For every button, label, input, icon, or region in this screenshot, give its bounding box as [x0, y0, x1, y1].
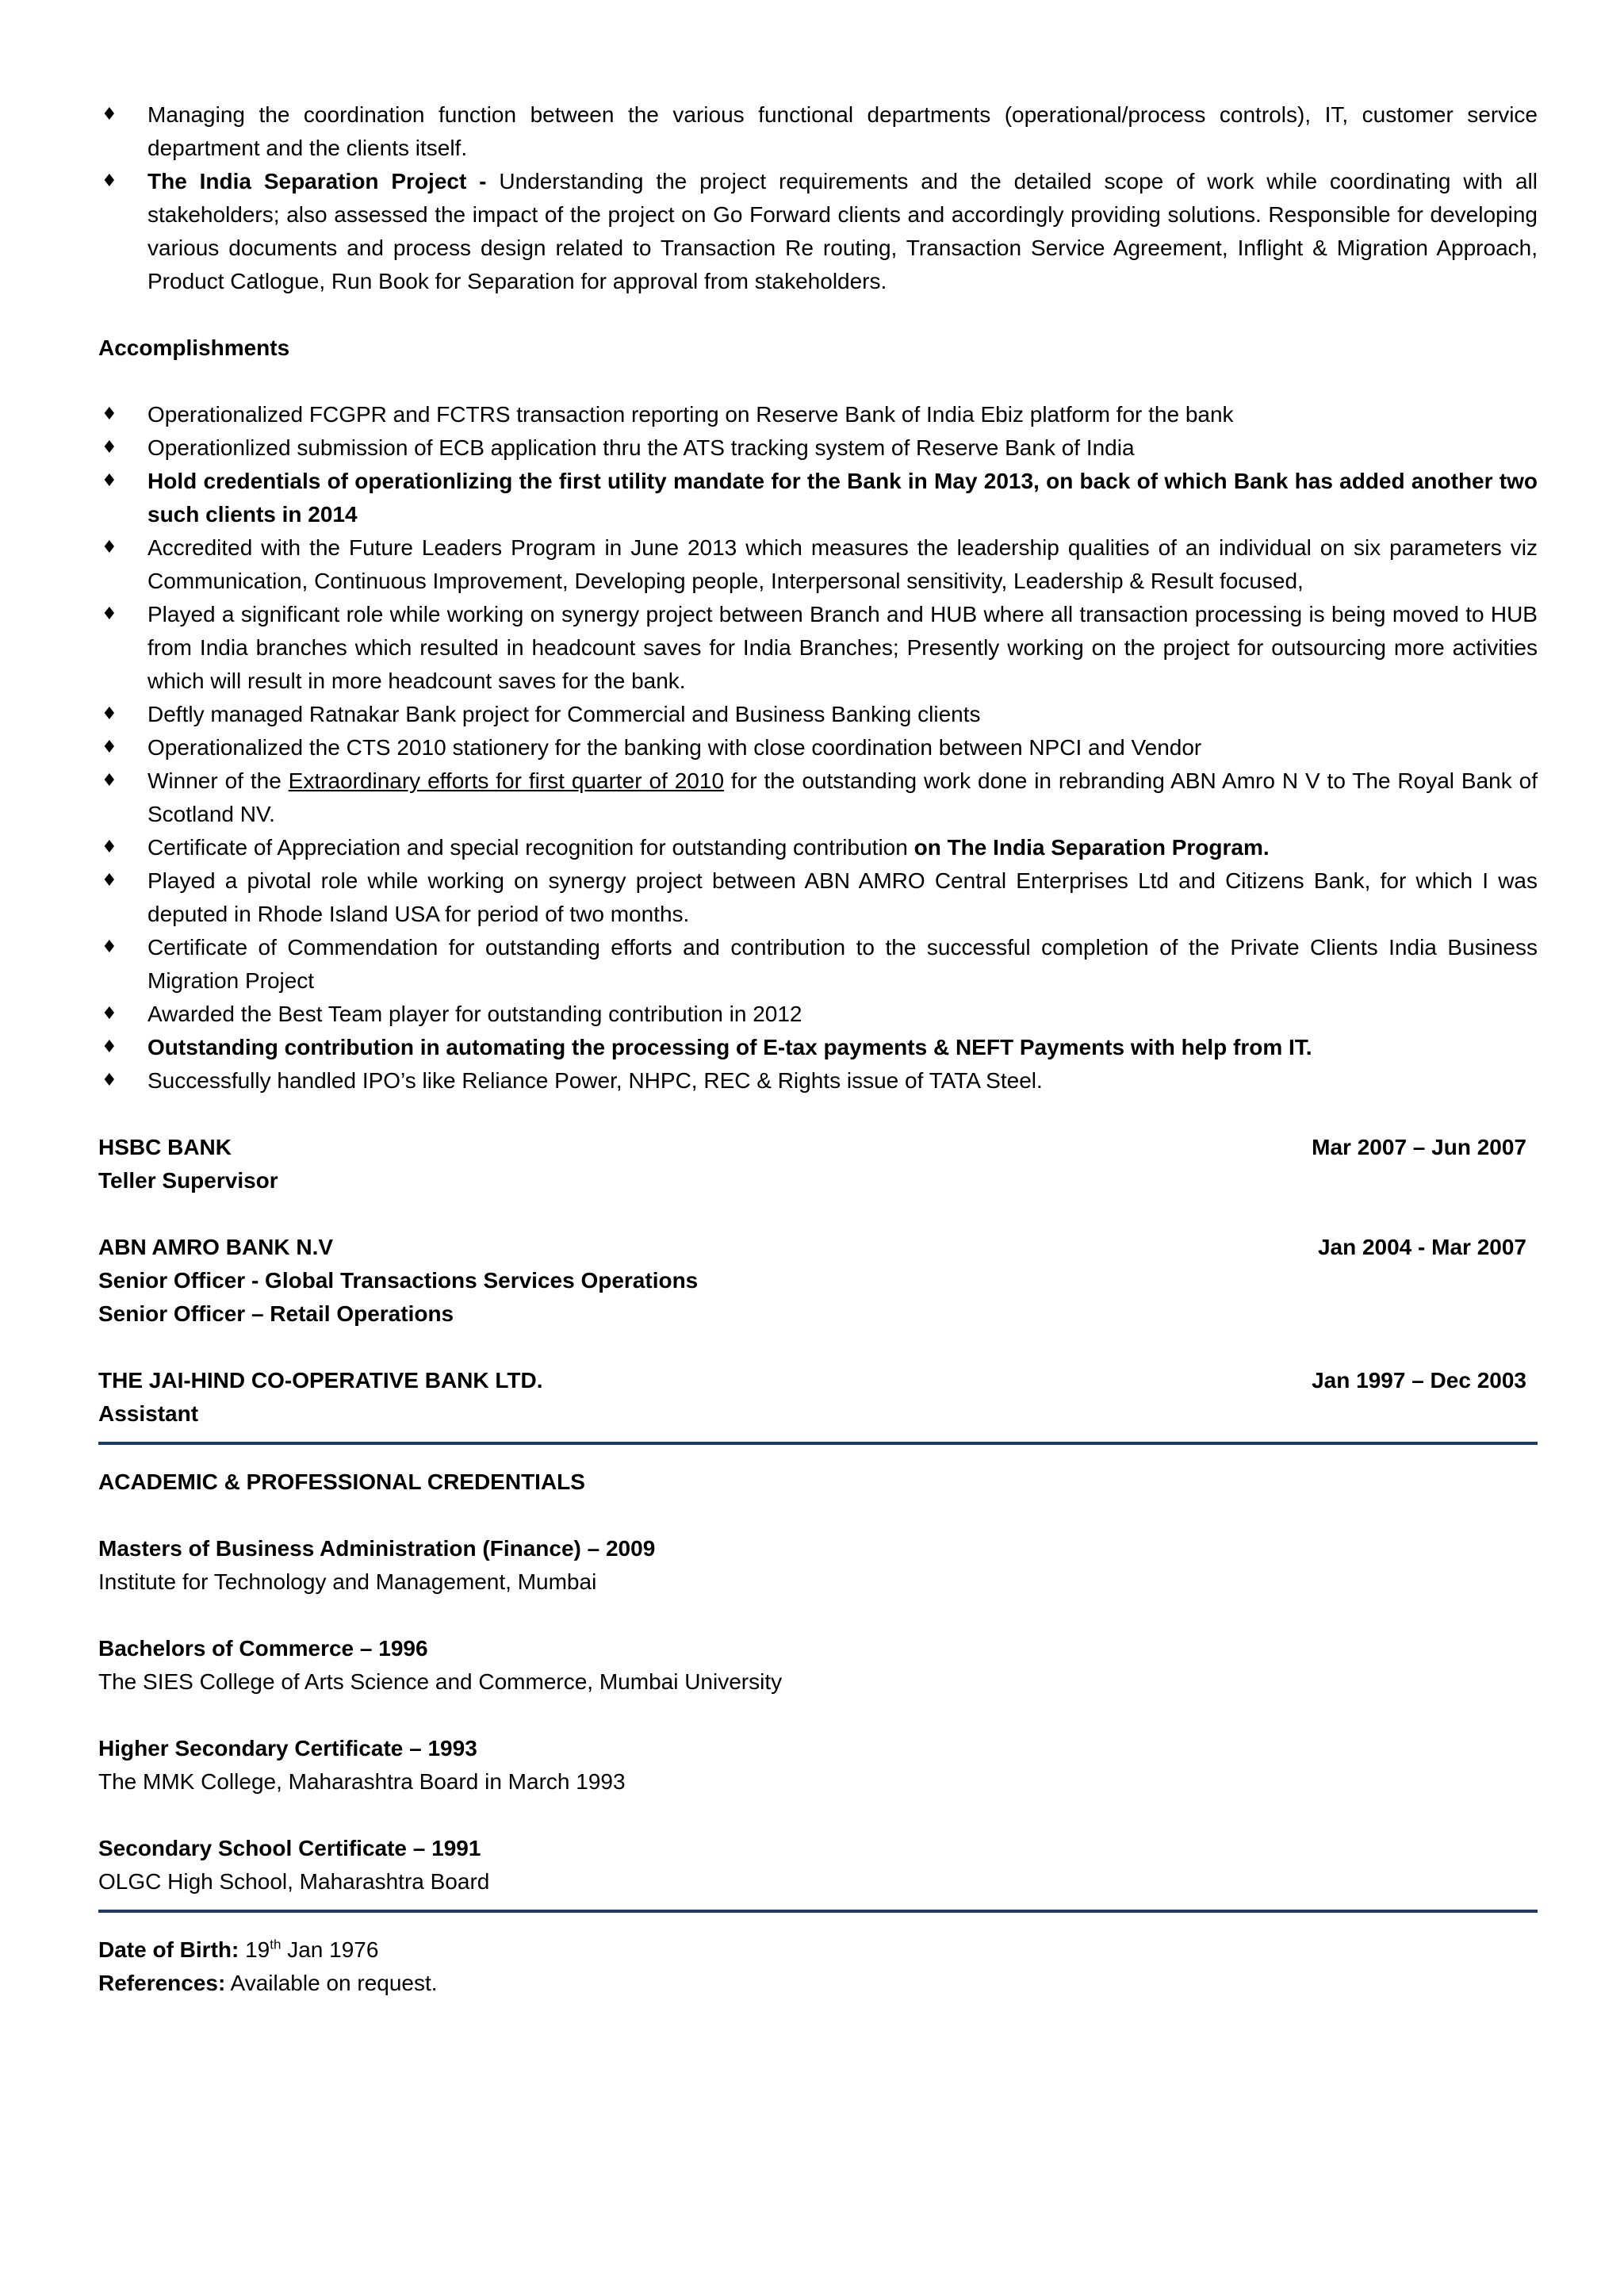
list-item: ♦ Operationalized the CTS 2010 stationery for the banking with close coordination between NPCI and Vendor [98, 731, 1538, 764]
degree: Secondary School Certificate – 1991 [98, 1836, 481, 1860]
responsibilities-list [98, 98, 1538, 298]
job-entry [98, 1131, 1538, 1197]
diamond-bullet-icon: ♦ [102, 837, 117, 857]
job-dates: Jan 2004 - Mar 2007 [1317, 1235, 1526, 1259]
education-heading: ACADEMIC & PROFESSIONAL CREDENTIALS [98, 1469, 585, 1494]
institution: Institute for Technology and Management, Mumbai [98, 1569, 597, 1594]
degree: Masters of Business Administration (Finance) – 2009 [98, 1536, 656, 1561]
date-of-birth: Date of Birth: 19th Jan 1976 [98, 1937, 379, 1962]
diamond-bullet-icon: ♦ [102, 538, 117, 557]
diamond-bullet-icon: ♦ [102, 1037, 117, 1057]
list-item: ♦ Awarded the Best Team player for outstanding contribution in 2012 [98, 998, 1538, 1031]
job-role: Teller Supervisor [98, 1168, 278, 1193]
diamond-bullet-icon: ♦ [102, 704, 117, 724]
institution: The SIES College of Arts Science and Commerce, Mumbai University [98, 1669, 783, 1694]
diamond-bullet-icon: ♦ [102, 105, 117, 125]
section-divider [98, 1910, 1538, 1913]
education-entry [98, 1732, 1538, 1799]
diamond-bullet-icon: ♦ [102, 871, 117, 891]
accomplishments-heading: Accomplishments [98, 335, 290, 360]
institution: OLGC High School, Maharashtra Board [98, 1869, 490, 1894]
list-item: ♦ Certificate of Commendation for outstanding efforts and contribution to the successful completion of the Private Clients India Business Migration Project [98, 931, 1538, 998]
job-role: Senior Officer – Retail Operations [98, 1301, 454, 1326]
diamond-bullet-icon: ♦ [102, 404, 117, 424]
job-dates: Mar 2007 – Jun 2007 [1312, 1135, 1526, 1159]
education-entry [98, 1832, 1538, 1898]
job-entry [98, 1231, 1538, 1331]
diamond-bullet-icon: ♦ [102, 171, 117, 191]
project-title: The India Separation Project - [147, 169, 500, 193]
list-item: ♦ Managing the coordination function between the various functional departments (operational/process controls), IT, customer service department and the clients itself. [98, 98, 1538, 165]
job-dates: Jan 1997 – Dec 2003 [1312, 1368, 1526, 1393]
degree: Bachelors of Commerce – 1996 [98, 1636, 428, 1661]
diamond-bullet-icon: ♦ [102, 438, 117, 458]
diamond-bullet-icon: ♦ [102, 937, 117, 957]
job-role: Assistant [98, 1401, 199, 1426]
education-entry [98, 1632, 1538, 1699]
award-title: Extraordinary efforts for first quarter of 2010 [288, 768, 725, 793]
job-entry [98, 1364, 1538, 1431]
employer-name: HSBC BANK [98, 1135, 232, 1159]
list-item: ♦ Operationalized FCGPR and FCTRS transaction reporting on Reserve Bank of India Ebiz platform for the bank [98, 398, 1538, 431]
references-label: References: [98, 1971, 226, 1995]
resume-page [98, 98, 1538, 2000]
degree: Higher Secondary Certificate – 1993 [98, 1736, 477, 1761]
diamond-bullet-icon: ♦ [102, 738, 117, 757]
list-item: ♦ Hold credentials of operationlizing the first utility mandate for the Bank in May 2013, on back of which Bank has added another two such clients in 2014 [98, 465, 1538, 531]
diamond-bullet-icon: ♦ [102, 604, 117, 624]
list-item: ♦ The India Separation Project - Understanding the project requirements and the detailed scope of work while coordinating with all stakeholders; also assessed the impact of the project on Go Forward clients and accordingly providing solutions. Responsible for developing various documents and process design related to Transaction Re routing, Transaction Service Agreement, Inflight & Migration Approach, Product Catlogue, Run Book for Separation for approval from stakeholders. [98, 165, 1538, 298]
institution: The MMK College, Maharashtra Board in March 1993 [98, 1769, 626, 1794]
list-item: ♦ Played a significant role while working on synergy project between Branch and HUB where all transaction processing is being moved to HUB from India branches which resulted in headcount saves for India Branches; Presently working on the project for outsourcing more activities which will result in more headcount saves for the bank. [98, 598, 1538, 698]
dob-label: Date of Birth: [98, 1937, 239, 1962]
diamond-bullet-icon: ♦ [102, 1071, 117, 1090]
list-item: ♦ Winner of the Extraordinary efforts for first quarter of 2010 for the outstanding work done in rebranding ABN Amro N V to The Royal Bank of Scotland NV. [98, 764, 1538, 831]
list-item: ♦ Successfully handled IPO’s like Reliance Power, NHPC, REC & Rights issue of TATA Steel. [98, 1064, 1538, 1098]
diamond-bullet-icon: ♦ [102, 771, 117, 791]
diamond-bullet-icon: ♦ [102, 1004, 117, 1024]
employer-name: ABN AMRO BANK N.V [98, 1235, 334, 1259]
list-item: ♦ Played a pivotal role while working on synergy project between ABN AMRO Central Enterprises Ltd and Citizens Bank, for which I was deputed in Rhode Island USA for period of two months. [98, 864, 1538, 931]
list-item: ♦ Operationlized submission of ECB application thru the ATS tracking system of Reserve Bank of India [98, 431, 1538, 465]
diamond-bullet-icon: ♦ [102, 471, 117, 491]
section-divider [98, 1442, 1538, 1445]
education-entry [98, 1532, 1538, 1599]
list-item: ♦ Deftly managed Ratnakar Bank project for Commercial and Business Banking clients [98, 698, 1538, 731]
employer-name: THE JAI-HIND CO-OPERATIVE BANK LTD. [98, 1368, 543, 1393]
list-item: ♦ Accredited with the Future Leaders Program in June 2013 which measures the leadership qualities of an individual on six parameters viz Communication, Continuous Improvement, Developing people, Interpersonal sensitivity, Leadership & Result focused, [98, 531, 1538, 598]
accomplishments-list [98, 398, 1538, 1098]
list-item: ♦ Certificate of Appreciation and special recognition for outstanding contribution on The India Separation Program. [98, 831, 1538, 864]
references: References: Available on request. [98, 1971, 438, 1995]
list-item: ♦ Outstanding contribution in automating the processing of E-tax payments & NEFT Payments with help from IT. [98, 1031, 1538, 1064]
job-role: Senior Officer - Global Transactions Services Operations [98, 1268, 699, 1293]
